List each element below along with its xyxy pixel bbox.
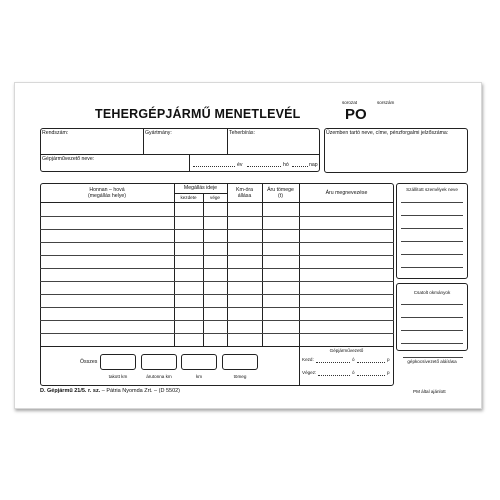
divider: [174, 183, 175, 346]
table-row[interactable]: [40, 268, 394, 269]
signature-label: gépkocsivezető aláírása: [407, 359, 457, 364]
divider: [227, 128, 228, 154]
driver-name-field[interactable]: Gépjárművezető neve:: [42, 156, 95, 162]
day-line[interactable]: [292, 166, 308, 167]
table-row[interactable]: [40, 307, 394, 308]
passengers-box: [396, 183, 468, 279]
publisher-line: [40, 388, 180, 394]
hour-label: ó: [352, 357, 355, 362]
tomeg-label: tömeg: [233, 374, 247, 379]
table-row[interactable]: [40, 281, 394, 282]
year-line[interactable]: [193, 166, 235, 167]
totals-label: Összes: [80, 359, 98, 365]
teherbiras-field[interactable]: Teherbírás:: [229, 130, 255, 136]
divider: [262, 183, 263, 346]
hour-label: ó: [352, 370, 355, 375]
month-label: hó: [283, 162, 289, 168]
col-weight-sub: (t): [278, 193, 283, 199]
start-hour-line[interactable]: [316, 362, 350, 363]
start-label: Kezd:: [302, 357, 314, 362]
total-km2-field[interactable]: [181, 354, 217, 370]
document-line[interactable]: [401, 317, 463, 318]
end-minute-line[interactable]: [357, 375, 385, 376]
recommended-label: PM által ajánlott: [413, 389, 446, 394]
table-row[interactable]: [40, 294, 394, 295]
passenger-line[interactable]: [401, 202, 463, 203]
signature-line[interactable]: [403, 357, 463, 358]
col-stop-time: Megállás ideje: [183, 185, 218, 191]
divider: [143, 128, 144, 154]
km-label: km: [195, 374, 203, 379]
totals-divider: [40, 346, 394, 347]
col-goods: Áru megnevezése: [325, 190, 368, 196]
col-weight: Áru tömege: [267, 187, 294, 193]
divider: [40, 154, 320, 155]
total-km-field[interactable]: [100, 354, 136, 370]
divider: [189, 154, 190, 172]
end-label: Végez:: [302, 370, 317, 375]
table-row[interactable]: [40, 320, 394, 321]
form-sheet: [14, 82, 482, 409]
gyartmany-field[interactable]: Gyártmány:: [145, 130, 172, 136]
takott-km-label: takott km: [108, 374, 128, 379]
day-label: nap: [309, 162, 318, 168]
minute-label: p: [387, 357, 390, 362]
start-minute-line[interactable]: [357, 362, 385, 363]
passenger-line[interactable]: [401, 267, 463, 268]
col-start: kezdete: [180, 195, 197, 200]
passenger-line[interactable]: [401, 215, 463, 216]
table-row[interactable]: [40, 242, 394, 243]
end-hour-line[interactable]: [318, 375, 350, 376]
table-row[interactable]: [40, 255, 394, 256]
document-line[interactable]: [401, 330, 463, 331]
divider: [299, 183, 300, 346]
col-from-to-sub: (megállás helye): [87, 193, 127, 199]
trip-table: [40, 183, 394, 386]
table-row[interactable]: [40, 333, 394, 334]
passenger-line[interactable]: [401, 228, 463, 229]
divider: [174, 193, 227, 194]
table-row[interactable]: [40, 216, 394, 217]
year-label: év: [237, 162, 243, 168]
passenger-line[interactable]: [401, 254, 463, 255]
divider: [227, 183, 228, 346]
document-line[interactable]: [401, 343, 463, 344]
publisher-code: D. Gépjármű 21/5. r. sz.: [40, 388, 101, 394]
document-line[interactable]: [401, 304, 463, 305]
form-title: TEHERGÉPJÁRMŰ MENETLEVÉL: [95, 107, 301, 121]
arutonna-km-label: árutonna km: [146, 374, 172, 379]
col-end: vége: [210, 195, 220, 200]
publisher-name: – Pátria Nyomda Zrt. – (D 5502): [100, 388, 181, 394]
header-bottom: [40, 202, 394, 203]
rendszam-field[interactable]: Rendszám:: [42, 130, 69, 136]
col-from-to: Honnan – hová: [89, 187, 125, 193]
sorozat-label: sorozat: [342, 100, 358, 105]
total-tonne-km-field[interactable]: [141, 354, 177, 370]
minute-label: p: [387, 370, 390, 375]
operator-label: Üzemben tartó neve, címe, pénzforgalmi jelzőszáma:: [326, 130, 449, 136]
passenger-line[interactable]: [401, 241, 463, 242]
driver-label: Gépjárművezető: [329, 348, 364, 353]
col-km: Km-óra: [235, 187, 253, 193]
passengers-label: Szállított személyek neve: [406, 187, 458, 192]
series-code: PO: [345, 106, 367, 123]
col-km-sub: állása: [237, 193, 252, 199]
sorszam-label: sorszám: [377, 100, 395, 105]
total-weight-field[interactable]: [222, 354, 258, 370]
table-row[interactable]: [40, 229, 394, 230]
month-line[interactable]: [247, 166, 281, 167]
documents-label: Csatolt okmányok: [413, 290, 451, 295]
